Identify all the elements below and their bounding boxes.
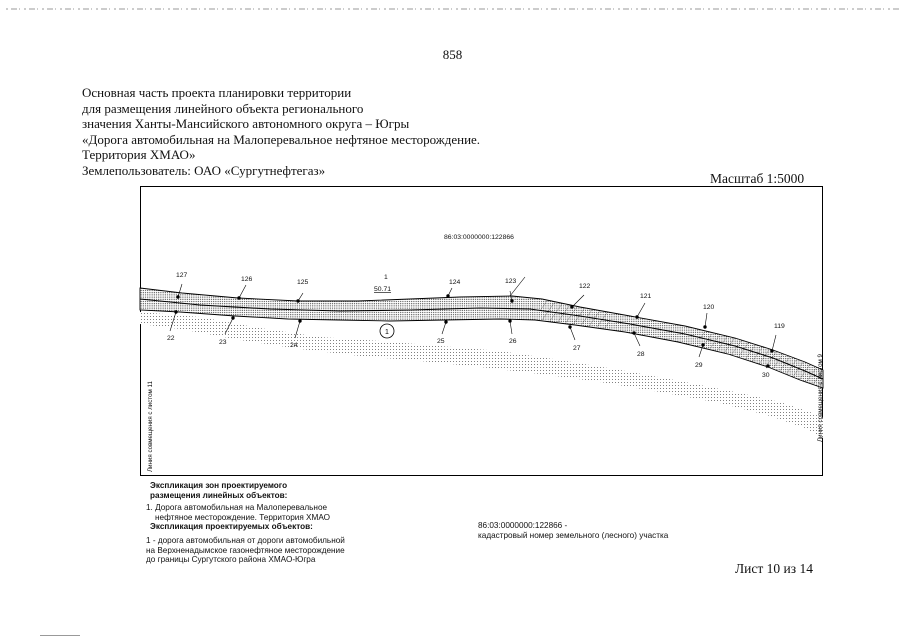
parcel-label-bottom: 50.71 (374, 286, 392, 293)
page-number: 858 (442, 47, 463, 62)
cadastral-legend-desc: кадастровый номер земельного (лесного) участка (478, 530, 669, 540)
point-label-119: 119 (774, 323, 785, 330)
point-label-120: 120 (703, 304, 715, 311)
sheet-number: Лист 10 из 14 (735, 561, 813, 576)
point-label-123: 123 (505, 278, 517, 285)
header-line: Землепользователь: ОАО «Сургутнефтегаз» (82, 162, 326, 178)
point-label-29: 29 (695, 362, 703, 369)
legend-object-item: до границы Сургутского района ХМАО-Югра (146, 555, 316, 565)
header-line: «Дорога автомобильная на Малоперевальное нефтяное месторождение. (82, 131, 481, 147)
point-label-25: 25 (437, 338, 445, 345)
header-line: для размещения линейного объекта регионального (82, 100, 364, 116)
cadastral-legend-number: 86:03:0000000:122866 - (478, 521, 568, 530)
point-label-30: 30 (762, 372, 770, 379)
point-label-125: 125 (297, 279, 309, 286)
cadastral-legend (478, 521, 668, 541)
legend-zones-title: размещения линейных объектов: (150, 490, 288, 500)
point-label-127: 127 (176, 272, 188, 279)
header-line: Территория ХМАО» (82, 147, 196, 162)
legend-object-item: на Верхненадымское газонефтяное месторождение (146, 545, 345, 555)
point-label-126: 126 (241, 276, 253, 283)
point-label-122: 122 (579, 283, 591, 290)
legend-zones-title: Экспликация зон проектируемого (150, 481, 288, 490)
point-label-124: 124 (449, 279, 461, 286)
cadastral-number-label: 86:03:0000000:122866 (444, 234, 514, 241)
legend-object-item: 1 - дорога автомобильная от дороги автомобильной (146, 535, 345, 545)
parcel-label-top: 1 (384, 274, 388, 281)
legend-zone-item: нефтяное месторождение. Территория ХМАО (155, 512, 330, 522)
crossing-hatch (540, 299, 610, 328)
legend-block (140, 481, 345, 565)
zone-marker-number: 1 (385, 329, 389, 336)
map-scale: Масштаб 1:5000 (710, 171, 805, 186)
header-line: Основная часть проекта планировки территории (82, 85, 352, 100)
point-label-26: 26 (509, 338, 517, 345)
point-label-23: 23 (219, 339, 227, 346)
point-label-24: 24 (290, 342, 298, 349)
right-edge-label: Линия совмещения с листом 9 (817, 354, 824, 442)
point-label-22: 22 (167, 335, 175, 342)
zone-marker (380, 324, 394, 338)
left-edge-label: Линия совмещения с листом 11 (147, 381, 154, 472)
planning-map (140, 186, 823, 476)
crossing-hatch (700, 331, 823, 388)
header-line: значения Ханты-Мансийского автономного округа – Югры (82, 116, 410, 131)
scan-top-edge (6, 8, 899, 10)
point-label-28: 28 (637, 351, 645, 358)
legend-zone-item: 1. Дорога автомобильная на Малоперевальное (146, 503, 328, 513)
point-label-121: 121 (640, 293, 652, 300)
scan-bottom-mark (40, 635, 80, 636)
document-header (82, 85, 480, 178)
forest-strip-lower (140, 312, 823, 438)
point-label-27: 27 (573, 345, 581, 352)
legend-objects-title: Экспликация проектируемых объектов: (150, 522, 313, 532)
